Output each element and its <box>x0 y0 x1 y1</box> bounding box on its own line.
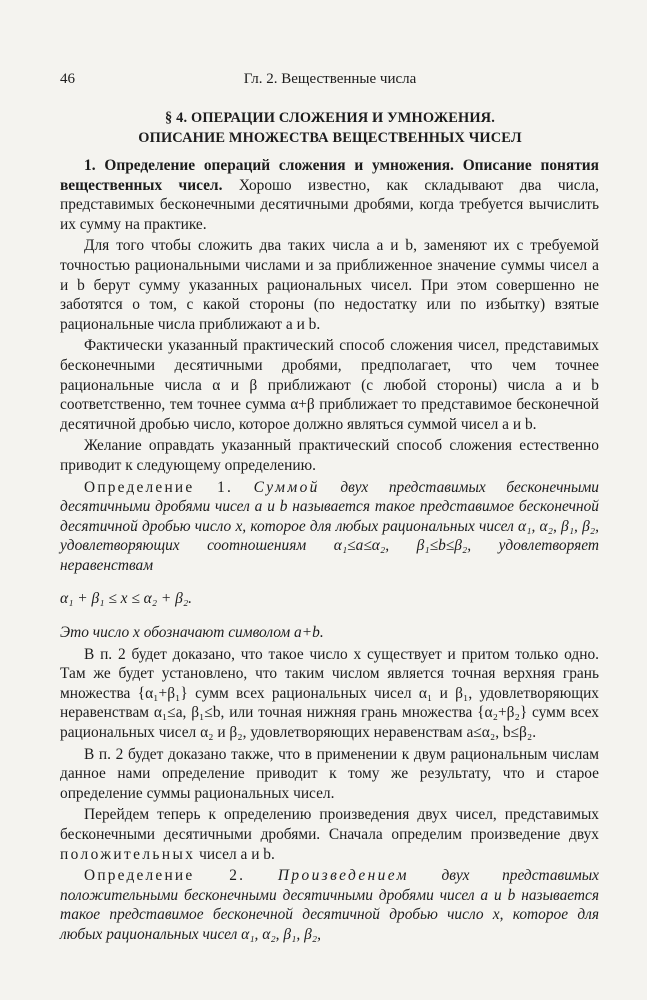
paragraph-4: Желание оправдать указанный практический способ сложения естественно приводит к следующему определению. <box>60 437 599 474</box>
section-heading <box>60 108 600 148</box>
paragraph-1 <box>60 156 599 234</box>
section-heading-line-1: § 4. ОПЕРАЦИИ СЛОЖЕНИЯ И УМНОЖЕНИЯ. <box>165 110 495 126</box>
chapter-title: Гл. 2. Вещественные числа <box>243 71 417 87</box>
subsection-title: 1. Определение операций сложения и умножения. Описание понятия вещественных чисел. <box>60 157 599 194</box>
paragraph-1-text: Хорошо известно, как складывают два числа, представимых бесконечными десятичными дробями, когда требуется вычислить их сумму на практике. <box>60 176 599 233</box>
definition-2 <box>60 866 599 944</box>
paragraph-8-text-b: чисел a и b. <box>195 845 275 863</box>
section-heading-line-2: ОПИСАНИЕ МНОЖЕСТВА ВЕЩЕСТВЕННЫХ ЧИСЕЛ <box>138 130 522 146</box>
definition-2-term: Произведением <box>277 867 409 885</box>
page-number: 46 <box>60 71 75 87</box>
definition-2-label: Определение 2. <box>84 867 246 885</box>
paragraph-2: Для того чтобы сложить два таких числа a и b, заменяют их с требуемой точностью рациональными числами и за приближенное значение суммы чисел a и b берут сумму указанных рациональных чисел. При этом совершенно не заботятся о том, с какой стороны (по недостатку или по избытку) взятые рациональные числа приближают a и b. <box>60 237 599 333</box>
definition-1 <box>60 478 599 576</box>
paragraph-5: Это число x обозначают символом a+b. <box>60 624 324 642</box>
paragraph-3: Фактически указанный практический способ сложения чисел, представимых бесконечными десятичными дробями, предполагает, что чем точнее рациональные числа α и β приближают (с любой стороны) числа a и b соответственно, тем точнее сумма α+β приближает то представимое бесконечной десятичной дробью число, которое должно являться суммой чисел a и b. <box>60 337 599 433</box>
paragraph-8-text-a: Перейдем теперь к определению произведения двух чисел, представимых бесконечными десятичными дробями. Сначала определим произведение двух <box>60 806 599 843</box>
paragraph-6: В п. 2 будет доказано, что такое число x существует и притом только одно. Там же будет установлено, что таким числом является точная верхняя грань множества {α₁+β₁} сумм всех рациональных чисел α₁ и β₁, удовлетворяющих неравенствам α₁≤a, β₁≤b, или точная нижняя грань множества {α₂+β₂} сумм всех рациональных чисел α₂ и β₂, удовлетворяющих неравенствам a≤α₂, b≤β₂. <box>60 645 599 742</box>
paragraph-8-emphasis: положительных <box>60 845 196 863</box>
formula-1: α₁ + β₁ ≤ x ≤ α₂ + β₂. <box>60 590 193 608</box>
body-text <box>60 156 599 945</box>
definition-1-label: Определение 1. <box>84 478 234 496</box>
running-head <box>60 71 600 93</box>
definition-2-text: двух представимых положительными бесконечными десятичными дробями чисел a и b называется такое представимое бесконечной десятичной дробью число x, которое для любых рациональных чисел α₁, α₂, β₁, β₂, <box>60 867 599 943</box>
definition-1-text: двух представимых бесконечными десятичными дробями чисел a и b называется такое представимое бесконечной десятичной дробью число x, которое для любых рациональных чисел α₁, α₂, β₁, β₂, удовлетворяющих соотношениям α₁≤a≤α₂, β₁≤b≤β₂, удовлетворяет неравенствам <box>60 478 599 574</box>
paragraph-8 <box>60 805 599 864</box>
paragraph-7: В п. 2 будет доказано также, что в применении к двум рациональным числам данное нами определение приводит к тому же результату, что и старое определение суммы рациональных чисел. <box>60 745 599 802</box>
definition-1-term: Суммой <box>253 478 320 496</box>
